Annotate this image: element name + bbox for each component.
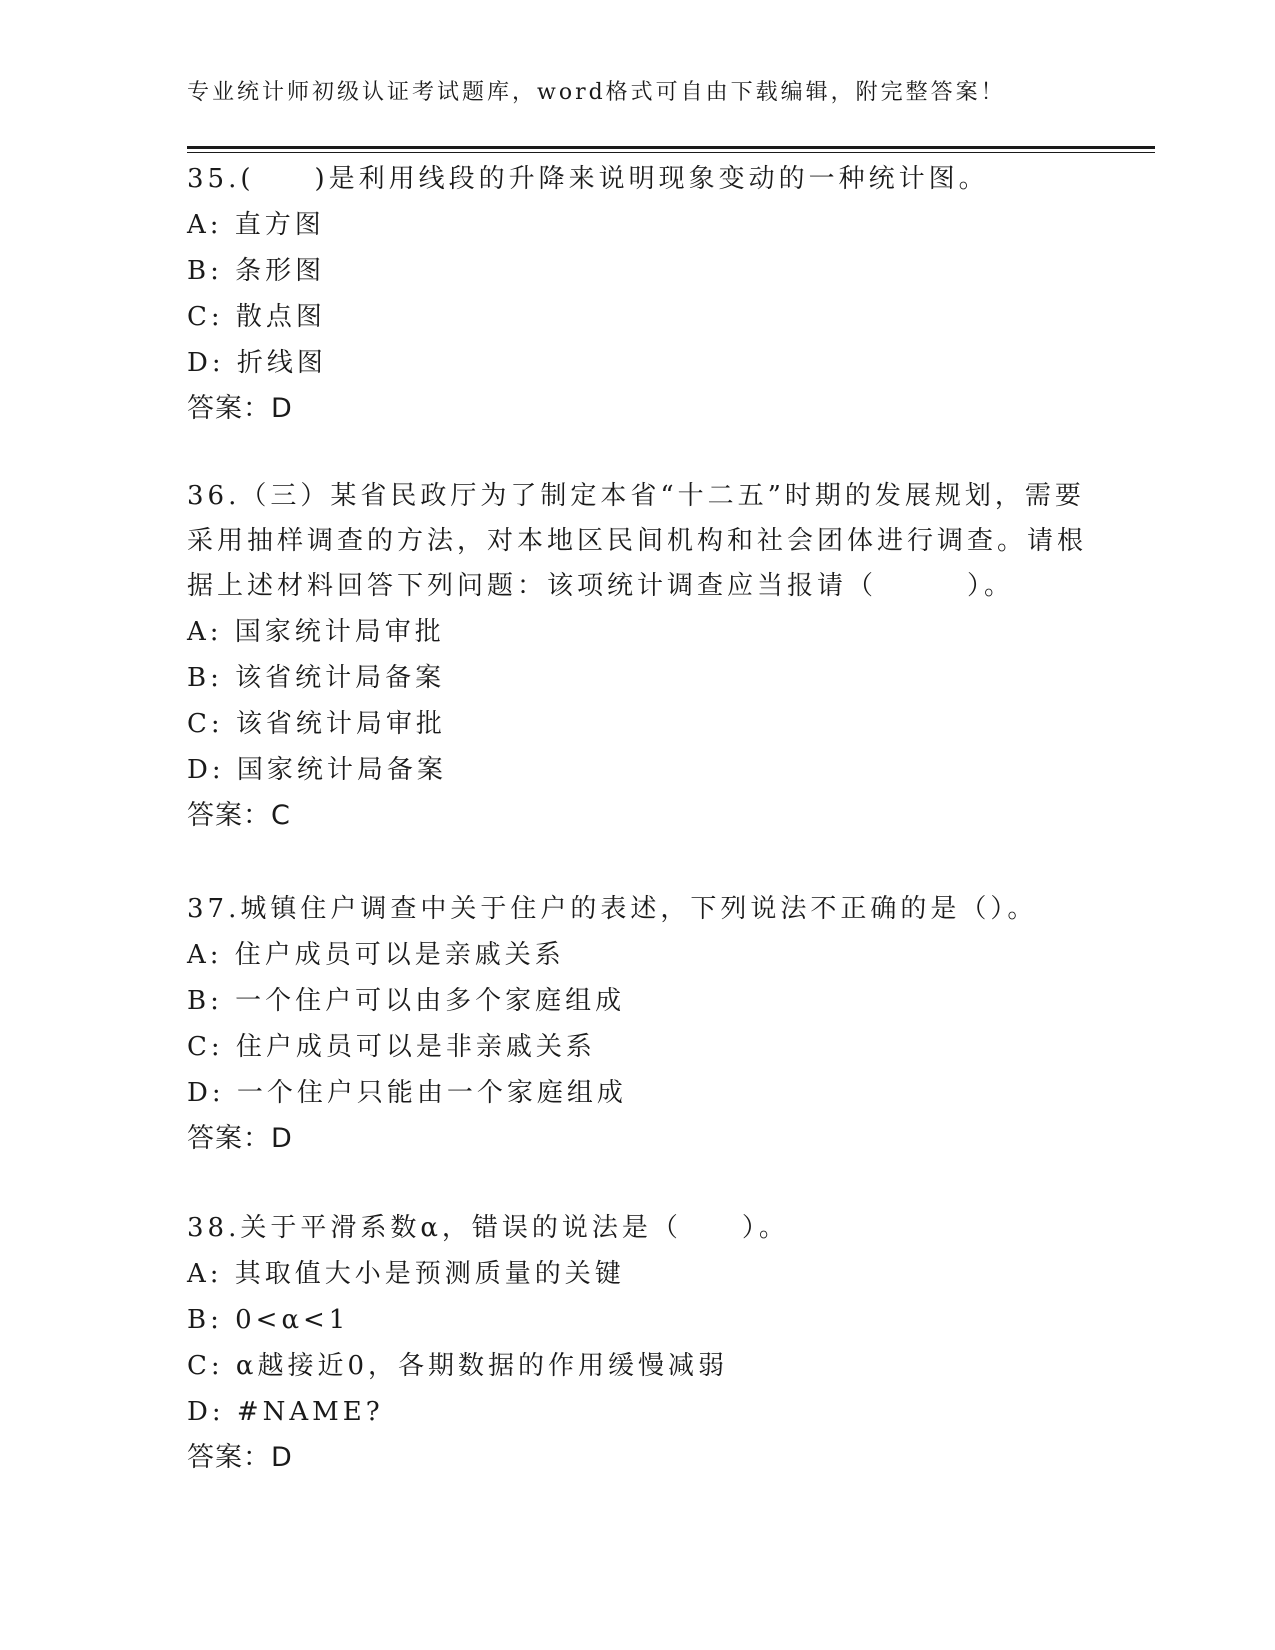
- question-stem: 37.城镇住户调查中关于住户的表述，下列说法不正确的是（）。: [187, 894, 1038, 924]
- option-c: C: 该省统计局审批: [187, 709, 446, 739]
- question-35: [187, 157, 1087, 432]
- answer: 答案：C: [187, 800, 291, 831]
- option-a: A: 直方图: [187, 210, 325, 240]
- question-stem-line-2: 采用抽样调查的方法，对本地区民间机构和社会团体进行调查。请根: [187, 526, 1088, 556]
- question-stem: 38.关于平滑系数α，错误的说法是（ ）。: [187, 1213, 789, 1243]
- question-37: [187, 887, 1087, 1162]
- question-stem-line-1: 36.（三）某省民政厅为了制定本省“十二五”时期的发展规划，需要: [187, 481, 1085, 511]
- question-stem-line-3: 据上述材料回答下列问题：该项统计调查应当报请（ ）。: [187, 571, 1015, 601]
- option-d: D: 折线图: [187, 348, 327, 378]
- option-a: A: 住户成员可以是亲戚关系: [187, 940, 565, 970]
- option-d: D: #NAME?: [187, 1397, 384, 1427]
- option-b: B: 0<α<1: [187, 1305, 350, 1335]
- option-d: D: 国家统计局备案: [187, 755, 447, 785]
- question-36: [187, 474, 1087, 839]
- option-a: A: 国家统计局审批: [187, 617, 445, 647]
- header-rule-thick: [187, 146, 1155, 149]
- header-rule-thin: [187, 152, 1155, 153]
- question-38: [187, 1206, 1087, 1481]
- page-header: 专业统计师初级认证考试题库，word格式可自由下载编辑，附完整答案！: [187, 80, 1006, 105]
- option-d: D: 一个住户只能由一个家庭组成: [187, 1078, 627, 1108]
- option-b: B: 一个住户可以由多个家庭组成: [187, 986, 626, 1016]
- answer: 答案：D: [187, 1123, 293, 1154]
- option-b: B: 该省统计局备案: [187, 663, 446, 693]
- option-c: C: 住户成员可以是非亲戚关系: [187, 1032, 596, 1062]
- answer: 答案：D: [187, 393, 293, 424]
- option-c: C: α越接近0，各期数据的作用缓慢减弱: [187, 1351, 729, 1381]
- option-c: C: 散点图: [187, 302, 326, 332]
- option-a: A: 其取值大小是预测质量的关键: [187, 1259, 625, 1289]
- option-b: B: 条形图: [187, 256, 326, 286]
- answer: 答案：D: [187, 1442, 293, 1473]
- question-stem: 35.( )是利用线段的升降来说明现象变动的一种统计图。: [187, 164, 989, 194]
